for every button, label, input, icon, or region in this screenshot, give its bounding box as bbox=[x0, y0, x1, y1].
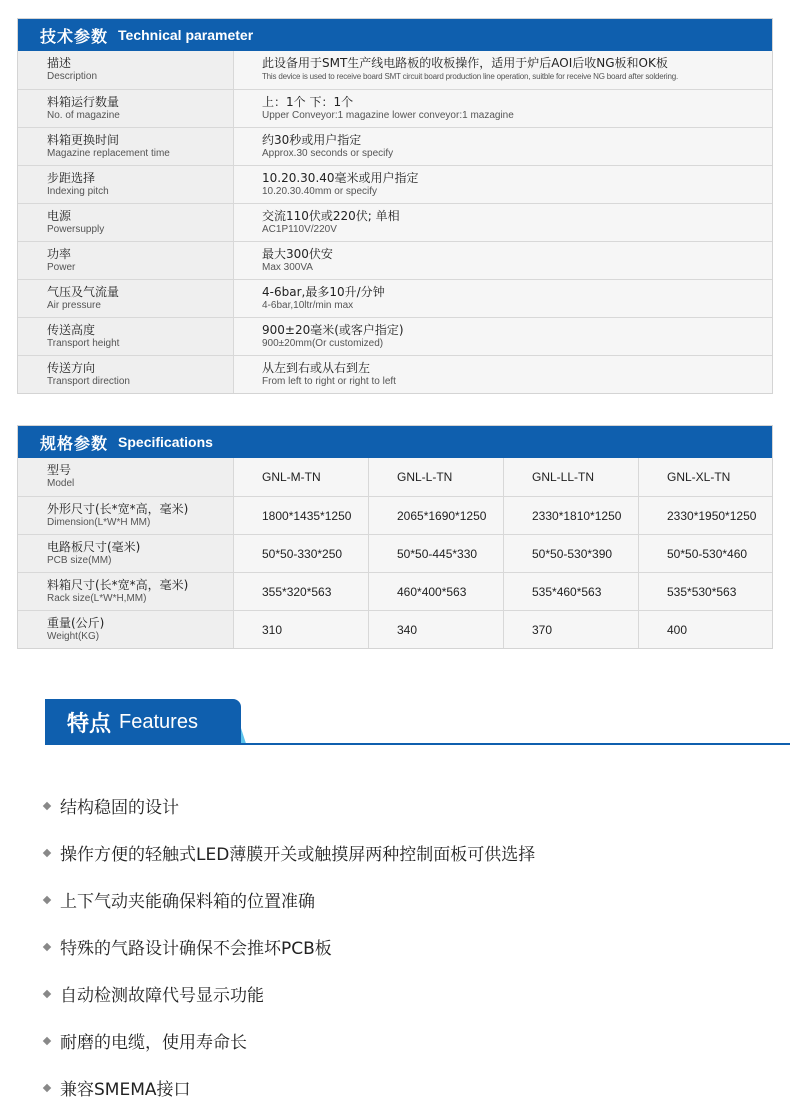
tech-row bbox=[18, 355, 772, 393]
feature-item bbox=[44, 782, 535, 829]
tech-row bbox=[18, 165, 772, 203]
tech-label-cn: 料箱运行数量 bbox=[47, 95, 120, 109]
spec-row-label bbox=[18, 573, 234, 610]
diamond-bullet-icon bbox=[43, 1083, 51, 1091]
tech-value-cn: 最大300伏安 bbox=[262, 247, 333, 261]
spec-label-cn: 料箱尺寸(长*宽*高，毫米) bbox=[47, 578, 189, 592]
spec-row-label bbox=[18, 497, 234, 534]
spec-cell: 50*50-330*250 bbox=[234, 535, 369, 572]
tech-title-cn: 技术参数 bbox=[40, 26, 109, 46]
feature-text: 兼容SMEMA接口 bbox=[60, 1080, 191, 1100]
tech-label-cn: 步距选择 bbox=[47, 171, 96, 185]
tech-value-en: Approx.30 seconds or specify bbox=[262, 148, 394, 159]
tech-label-en: Powersupply bbox=[47, 224, 105, 235]
features-title-cn: 特点 bbox=[67, 711, 112, 737]
tech-label-cn: 描述 bbox=[47, 56, 72, 70]
spec-cell: 2330*1950*1250 bbox=[639, 497, 772, 534]
tech-value-cn: 4-6bar,最多10升/分钟 bbox=[262, 285, 385, 299]
spec-cell: 1800*1435*1250 bbox=[234, 497, 369, 534]
specifications-table bbox=[18, 458, 772, 648]
tech-row bbox=[18, 203, 772, 241]
tech-row-value bbox=[234, 356, 772, 393]
feature-text: 耐磨的电缆，使用寿命长 bbox=[60, 1033, 247, 1053]
tech-value-en: 900±20mm(Or customized) bbox=[262, 338, 384, 349]
tech-value-cn: 上：1个 下：1个 bbox=[262, 95, 354, 109]
tech-value-cn: 交流110伏或220伏; 单相 bbox=[262, 209, 400, 223]
diamond-bullet-icon bbox=[43, 1036, 51, 1044]
spec-label-en: Rack size(L*W*H,MM) bbox=[47, 593, 147, 604]
feature-text: 特殊的气路设计确保不会推坏PCB板 bbox=[60, 939, 332, 959]
tech-label-en: Transport height bbox=[47, 338, 120, 349]
technical-parameter-panel bbox=[17, 18, 773, 394]
spec-label-en: Model bbox=[47, 478, 75, 489]
tech-row-label bbox=[18, 166, 234, 203]
features-list bbox=[44, 782, 535, 1111]
tech-label-en: Magazine replacement time bbox=[47, 148, 170, 159]
tech-value-en: This device is used to receive board SMT circuit board production line operation, suitble for receive NG board after soldering. bbox=[262, 72, 679, 81]
feature-text: 操作方便的轻触式LED薄膜开关或触摸屏两种控制面板可供选择 bbox=[60, 845, 536, 865]
spec-row bbox=[18, 610, 772, 648]
tech-label-en: Description bbox=[47, 71, 98, 82]
tech-value-cn: 10.20.30.40毫米或用户指定 bbox=[262, 171, 419, 185]
diamond-bullet-icon bbox=[43, 848, 51, 856]
diamond-bullet-icon bbox=[43, 989, 51, 997]
tech-value-cn: 此设备用于SMT生产线电路板的收板操作，适用于炉后AOI后收NG板和OK板 bbox=[262, 56, 668, 70]
spec-row-label bbox=[18, 458, 234, 496]
tech-row-label bbox=[18, 90, 234, 127]
specifications-panel bbox=[17, 425, 773, 649]
feature-item bbox=[44, 1064, 535, 1111]
spec-label-cn: 重量(公斤) bbox=[47, 616, 105, 630]
diamond-bullet-icon bbox=[43, 895, 51, 903]
spec-cell: 340 bbox=[369, 611, 504, 648]
tech-row-value bbox=[234, 280, 772, 317]
tech-row bbox=[18, 51, 772, 89]
tech-label-cn: 电源 bbox=[47, 209, 72, 223]
tech-row-label bbox=[18, 356, 234, 393]
tech-row bbox=[18, 127, 772, 165]
tech-row-label bbox=[18, 318, 234, 355]
tech-row-value bbox=[234, 90, 772, 127]
spec-cell: GNL-L-TN bbox=[369, 458, 504, 496]
spec-cell: 50*50-530*460 bbox=[639, 535, 772, 572]
tech-value-en: Upper Conveyor:1 magazine lower conveyor:1 mazagine bbox=[262, 110, 514, 121]
tech-value-en: 4-6bar,10ltr/min max bbox=[262, 300, 354, 311]
tech-label-cn: 气压及气流量 bbox=[47, 285, 120, 299]
tech-row-value bbox=[234, 166, 772, 203]
spec-row bbox=[18, 458, 772, 496]
spec-label-en: Weight(KG) bbox=[47, 631, 100, 642]
feature-item bbox=[44, 923, 535, 970]
tech-label-cn: 传送高度 bbox=[47, 323, 96, 337]
tech-row bbox=[18, 241, 772, 279]
tech-label-en: Air pressure bbox=[47, 300, 101, 311]
spec-label-cn: 型号 bbox=[47, 463, 72, 477]
diamond-bullet-icon bbox=[43, 942, 51, 950]
tech-row-label bbox=[18, 128, 234, 165]
tech-label-en: Transport direction bbox=[47, 376, 130, 387]
feature-item bbox=[44, 876, 535, 923]
spec-row bbox=[18, 534, 772, 572]
spec-cell: 355*320*563 bbox=[234, 573, 369, 610]
feature-item bbox=[44, 1017, 535, 1064]
feature-item bbox=[44, 829, 535, 876]
spec-row-label bbox=[18, 611, 234, 648]
spec-title-en: Specifications bbox=[118, 434, 213, 450]
spec-row-label bbox=[18, 535, 234, 572]
diamond-bullet-icon bbox=[43, 801, 51, 809]
spec-cell: 310 bbox=[234, 611, 369, 648]
tech-value-cn: 从左到右或从右到左 bbox=[262, 361, 371, 375]
spec-cell: GNL-M-TN bbox=[234, 458, 369, 496]
tech-row-value bbox=[234, 204, 772, 241]
spec-cell: 50*50-445*330 bbox=[369, 535, 504, 572]
spec-label-en: PCB size(MM) bbox=[47, 555, 112, 566]
tech-label-en: No. of magazine bbox=[47, 110, 120, 121]
features-underline bbox=[45, 743, 790, 745]
tech-title-en: Technical parameter bbox=[118, 27, 254, 43]
specifications-header bbox=[18, 426, 772, 458]
tech-value-en: Max 300VA bbox=[262, 262, 313, 273]
technical-parameter-header bbox=[18, 19, 772, 51]
spec-row bbox=[18, 496, 772, 534]
tech-row-label bbox=[18, 242, 234, 279]
spec-cell: 535*530*563 bbox=[639, 573, 772, 610]
feature-text: 上下气动夹能确保料箱的位置准确 bbox=[60, 892, 315, 912]
tech-label-en: Power bbox=[47, 262, 76, 273]
tech-row-value bbox=[234, 128, 772, 165]
tech-row bbox=[18, 89, 772, 127]
spec-cell: GNL-XL-TN bbox=[639, 458, 772, 496]
spec-cell: 400 bbox=[639, 611, 772, 648]
tech-row-value bbox=[234, 242, 772, 279]
tech-row bbox=[18, 317, 772, 355]
feature-item bbox=[44, 970, 535, 1017]
tech-value-cn: 约30秒或用户指定 bbox=[262, 133, 362, 147]
tech-label-en: Indexing pitch bbox=[47, 186, 109, 197]
spec-cell: 50*50-530*390 bbox=[504, 535, 639, 572]
spec-cell: 535*460*563 bbox=[504, 573, 639, 610]
spec-cell: 460*400*563 bbox=[369, 573, 504, 610]
tech-label-cn: 功率 bbox=[47, 247, 72, 261]
tech-value-en: AC1P110V/220V bbox=[262, 224, 337, 235]
technical-parameter-table bbox=[18, 51, 772, 393]
tech-row-label bbox=[18, 280, 234, 317]
tech-value-en: From left to right or right to left bbox=[262, 376, 396, 387]
spec-title-cn: 规格参数 bbox=[40, 433, 109, 453]
spec-label-cn: 外形尺寸(长*宽*高，毫米) bbox=[47, 502, 189, 516]
tech-value-en: 10.20.30.40mm or specify bbox=[262, 186, 378, 197]
tech-value-cn: 900±20毫米(或客户指定) bbox=[262, 323, 404, 337]
spec-cell: GNL-LL-TN bbox=[504, 458, 639, 496]
spec-label-en: Dimension(L*W*H MM) bbox=[47, 517, 151, 528]
tech-row bbox=[18, 279, 772, 317]
tech-row-label bbox=[18, 204, 234, 241]
spec-cell: 370 bbox=[504, 611, 639, 648]
tech-row-value bbox=[234, 318, 772, 355]
tech-row-label bbox=[18, 51, 234, 89]
spec-row bbox=[18, 572, 772, 610]
spec-label-cn: 电路板尺寸(毫米) bbox=[47, 540, 141, 554]
feature-text: 结构稳固的设计 bbox=[60, 798, 179, 818]
tech-label-cn: 传送方向 bbox=[47, 361, 96, 375]
features-tab bbox=[45, 699, 241, 745]
features-title-en: Features bbox=[119, 710, 198, 733]
spec-cell: 2330*1810*1250 bbox=[504, 497, 639, 534]
tech-row-value bbox=[234, 51, 772, 89]
features-header bbox=[45, 699, 790, 746]
spec-cell: 2065*1690*1250 bbox=[369, 497, 504, 534]
feature-text: 自动检测故障代号显示功能 bbox=[60, 986, 264, 1006]
tech-label-cn: 料箱更换时间 bbox=[47, 133, 120, 147]
